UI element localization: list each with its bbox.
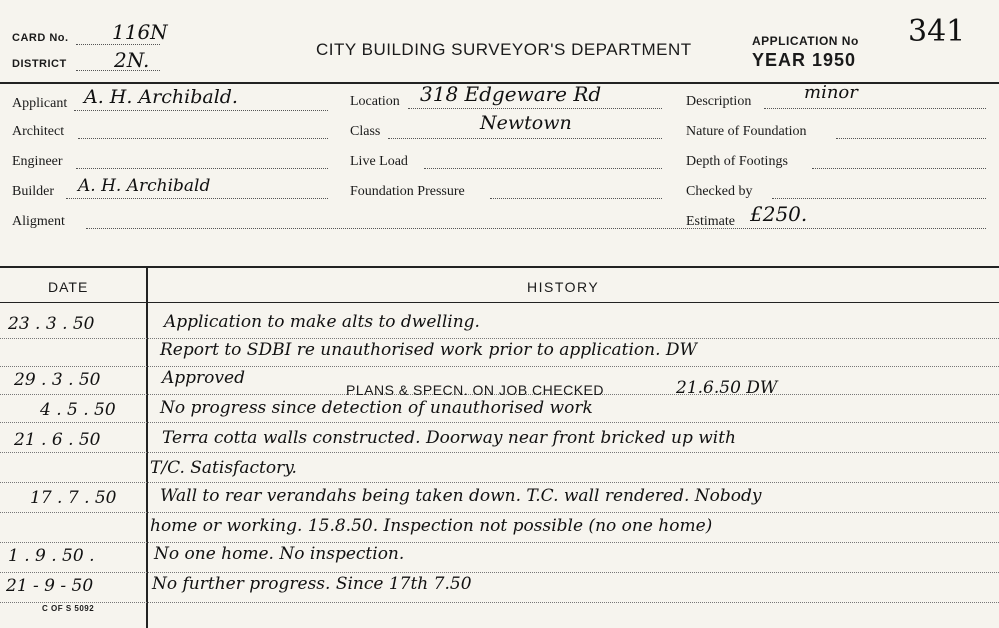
- nature-label: Nature of Foundation: [686, 124, 807, 139]
- row-history: Approved: [162, 368, 245, 388]
- row-line: [0, 366, 999, 367]
- checked-label: Checked by: [686, 184, 753, 199]
- application-label: APPLICATION No: [752, 34, 859, 48]
- builder-dots: [66, 198, 328, 199]
- department-title: CITY BUILDING SURVEYOR'S DEPARTMENT: [316, 40, 692, 59]
- row-date: 1 . 9 . 50 .: [8, 546, 95, 566]
- application-number: 341: [908, 14, 966, 49]
- class-label: Class: [350, 124, 381, 139]
- row-line: [0, 602, 999, 603]
- row-line: [0, 452, 999, 453]
- job-checked-stamp: PLANS & SPECN. ON JOB CHECKED: [346, 382, 605, 398]
- district-value: 2N.: [114, 48, 150, 72]
- district-label: DISTRICT: [12, 58, 67, 70]
- foundation-pressure-dots: [490, 198, 662, 199]
- nature-dots: [836, 138, 986, 139]
- row-line: [0, 422, 999, 423]
- engineer-dots: [76, 168, 328, 169]
- card-no-value: 116N: [112, 20, 168, 44]
- foundation-pressure-label: Foundation Pressure: [350, 184, 465, 199]
- row-date: 29 . 3 . 50: [14, 370, 101, 390]
- row-history: Report to SDBI re unauthorised work prior to application. DW: [160, 340, 698, 360]
- location-label: Location: [350, 94, 400, 109]
- applicant-label: Applicant: [12, 96, 68, 111]
- estimate-value: £250.: [750, 202, 808, 226]
- row-history: Terra cotta walls constructed. Doorway near front bricked up with: [162, 428, 737, 448]
- row-history: No further progress. Since 17th 7.50: [152, 574, 472, 594]
- row-line: [0, 512, 999, 513]
- alignment-dots: [86, 228, 986, 229]
- alignment-label: Aligment: [12, 214, 65, 229]
- architect-label: Architect: [12, 124, 65, 139]
- class-dots: [388, 138, 662, 139]
- description-label: Description: [686, 94, 752, 109]
- row-line: [0, 338, 999, 339]
- row-history: home or working. 15.8.50. Inspection not possible (no one home): [150, 516, 713, 536]
- live-load-label: Live Load: [350, 154, 408, 169]
- class-value: Newtown: [480, 112, 572, 134]
- architect-dots: [78, 138, 328, 139]
- description-dots: [764, 108, 986, 109]
- date-header: DATE: [48, 279, 89, 295]
- builder-value: A. H. Archibald: [78, 176, 211, 196]
- row-history: T/C. Satisfactory.: [150, 458, 297, 478]
- history-header: HISTORY: [527, 279, 600, 295]
- row-history: Application to make alts to dwelling.: [164, 312, 480, 332]
- applicant-dots: [74, 110, 328, 111]
- row-line: [0, 482, 999, 483]
- depth-label: Depth of Footings: [686, 154, 788, 169]
- row-date: 4 . 5 . 50: [40, 400, 116, 420]
- row-history: No progress since detection of unauthorised work: [160, 398, 593, 418]
- year-label: YEAR 1950: [752, 50, 857, 70]
- form-code: C OF S 5092: [42, 604, 95, 613]
- live-load-dots: [424, 168, 662, 169]
- applicant-value: A. H. Archibald.: [84, 86, 238, 108]
- header-rule: [0, 302, 999, 303]
- row-line: [0, 572, 999, 573]
- row-history: No one home. No inspection.: [154, 544, 405, 564]
- location-dots: [408, 108, 662, 109]
- depth-dots: [812, 168, 986, 169]
- row-date: 21 - 9 - 50: [6, 576, 94, 596]
- card-no-dots: [76, 44, 160, 45]
- stamp-date: 21.6.50 DW: [676, 378, 778, 398]
- row-date: 17 . 7 . 50: [30, 488, 117, 508]
- row-line: [0, 542, 999, 543]
- row-date: 21 . 6 . 50: [14, 430, 101, 450]
- card-no-label: CARD No.: [12, 32, 69, 44]
- estimate-label: Estimate: [686, 214, 735, 229]
- table-column-divider: [146, 266, 148, 628]
- engineer-label: Engineer: [12, 154, 63, 169]
- row-history: Wall to rear verandahs being taken down. T.C. wall rendered. Nobody: [160, 486, 762, 506]
- location-value: 318 Edgeware Rd: [420, 82, 602, 106]
- table-top-rule: [0, 266, 999, 268]
- checked-dots: [772, 198, 986, 199]
- description-value: minor: [804, 82, 858, 103]
- row-date: 23 . 3 . 50: [8, 314, 95, 334]
- builder-label: Builder: [12, 184, 54, 199]
